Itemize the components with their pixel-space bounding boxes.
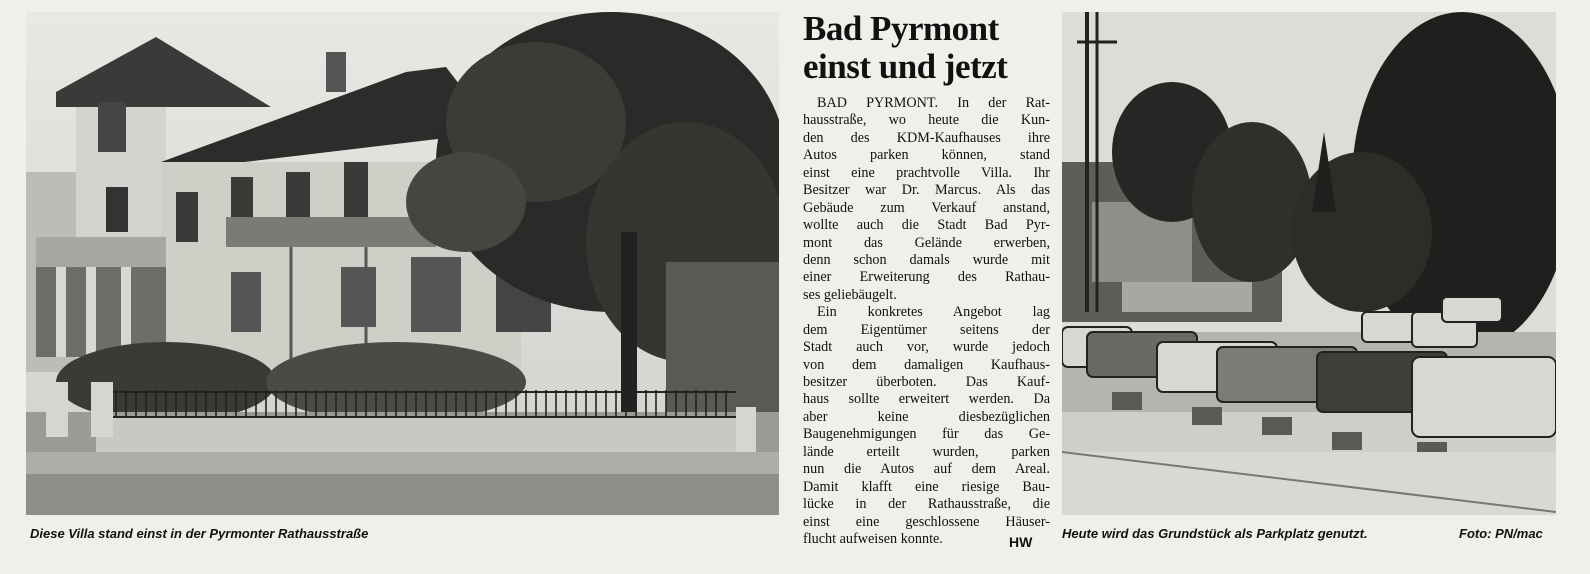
- parking-photo-caption: Heute wird das Grundstück als Parkplatz genutzt.: [1062, 526, 1368, 541]
- article-line: einst eine prachtvolle Villa. Ihr: [803, 164, 1050, 181]
- article-line: Gebäude zum Verkauf anstand,: [803, 199, 1050, 216]
- article-line: ses geliebäugelt.: [803, 286, 897, 303]
- article-body: [803, 95, 1050, 548]
- article-line: lücke in der Rathausstraße, die: [803, 496, 1050, 513]
- article-line: von dem damaligen Kaufhaus-: [803, 356, 1050, 373]
- parking-lot-photo: [1062, 12, 1556, 515]
- article-line: Stadt auch vor, wurde jedoch: [803, 339, 1050, 356]
- article-line: denn schon damals wurde mit: [803, 251, 1050, 268]
- article-line: mont das Gelände erwerben,: [803, 234, 1050, 251]
- article-line: einer Erweiterung des Rathau-: [803, 269, 1050, 286]
- headline-line-1: Bad Pyrmont: [803, 9, 999, 48]
- article-line: haus sollte erweitert werden. Da: [803, 391, 1050, 408]
- article-line: Ein konkretes Angebot lag: [817, 304, 1050, 321]
- photo-credit: Foto: PN/mac: [1459, 526, 1543, 541]
- villa-photo: [26, 12, 779, 515]
- article-line: aber keine diesbezüglichen: [803, 408, 1050, 425]
- villa-photo-caption: Diese Villa stand einst in der Pyrmonter Rathausstraße: [30, 526, 369, 541]
- author-signature: HW: [1009, 534, 1033, 550]
- article-line: Baugenehmigungen für das Ge-: [803, 426, 1050, 443]
- article-line: Besitzer war Dr. Marcus. Als das: [803, 182, 1050, 199]
- article-line: lände erteilt wurden, parken: [803, 443, 1050, 460]
- article-line: den des KDM-Kaufhauses ihre: [803, 129, 1050, 146]
- article-line: Damit klafft eine riesige Bau-: [803, 478, 1050, 495]
- article-headline: [803, 10, 1053, 86]
- article-line: flucht aufweisen konnte.: [803, 530, 943, 547]
- article-line: nun die Autos auf dem Areal.: [803, 461, 1050, 478]
- parking-lot-illustration: [1062, 12, 1556, 515]
- headline-line-2: einst und jetzt: [803, 47, 1008, 86]
- article-line: einst eine geschlossene Häuser-: [803, 513, 1050, 530]
- article-line: dem Eigentümer seitens der: [803, 321, 1050, 338]
- article-line: Autos parken können, stand: [803, 147, 1050, 164]
- article-line: BAD PYRMONT. In der Rat-: [817, 95, 1050, 111]
- article-line: besitzer überboten. Das Kauf-: [803, 374, 1050, 390]
- article-line: hausstraße, wo heute die Kun-: [803, 112, 1050, 129]
- villa-photo-illustration: [26, 12, 779, 515]
- article-line: wollte auch die Stadt Bad Pyr-: [803, 217, 1050, 234]
